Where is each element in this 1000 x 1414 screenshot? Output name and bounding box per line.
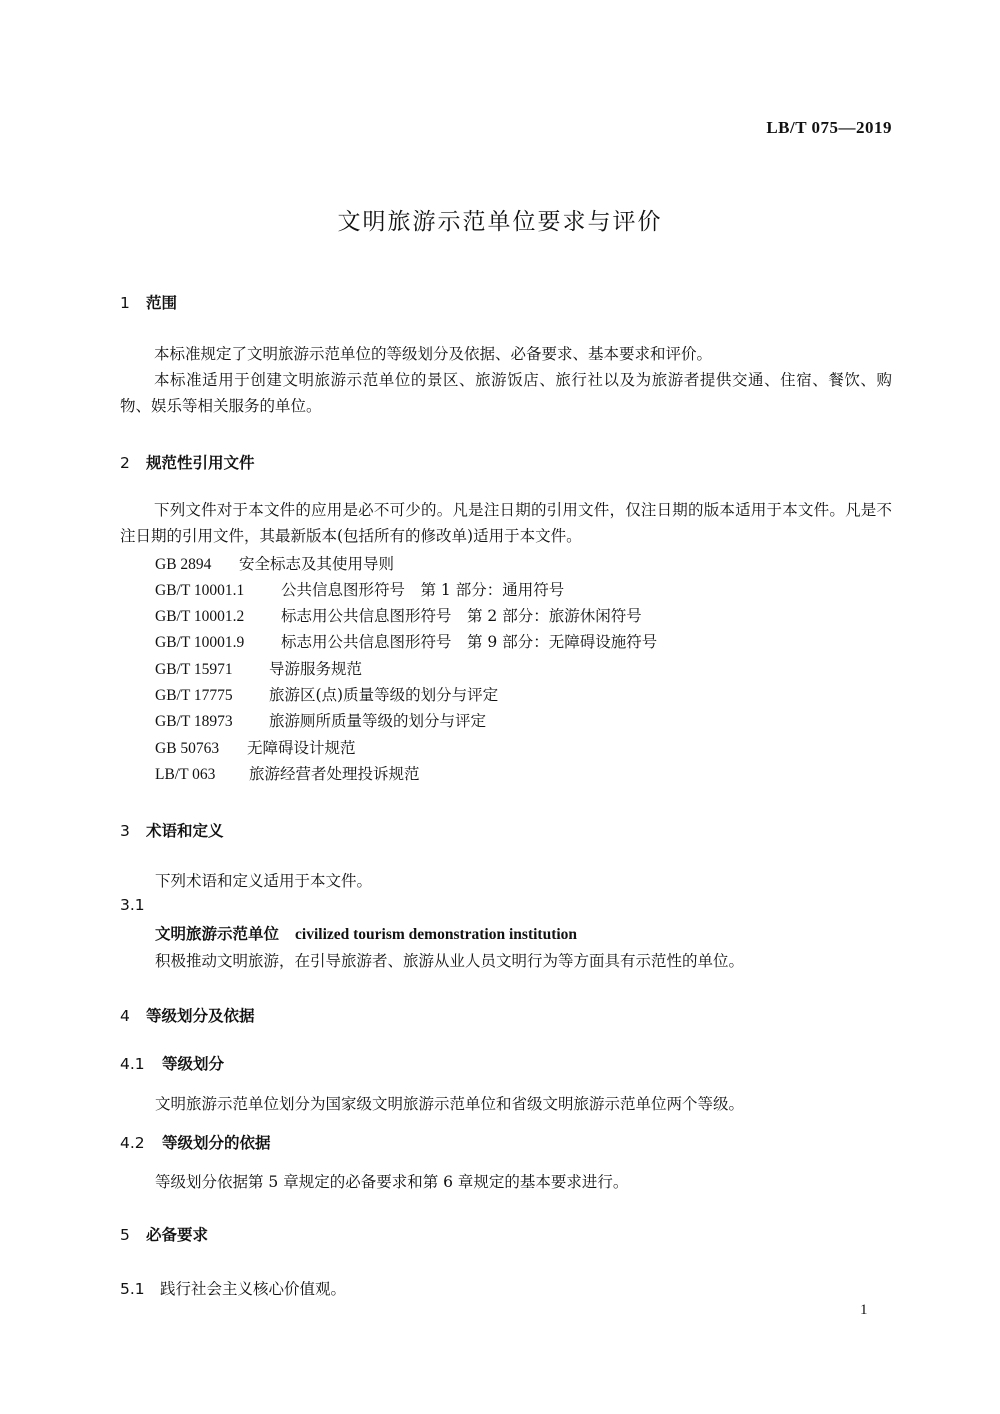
section-number: 3 [120, 822, 130, 840]
reference-title: 标志用公共信息图形符号 第 2 部分：旅游休闲符号 [281, 607, 642, 625]
reference-title: 公共信息图形符号 第 1 部分：通用符号 [281, 581, 565, 599]
section-number: 2 [120, 454, 130, 472]
reference-title: 旅游经营者处理投诉规范 [249, 765, 420, 783]
section-3-intro: 下列术语和定义适用于本文件。 [155, 872, 373, 890]
term-entry [155, 922, 577, 944]
reference-title: 标志用公共信息图形符号 第 9 部分：无障碍设施符号 [281, 633, 658, 651]
clause-text: 践行社会主义核心价值观。 [160, 1280, 347, 1298]
clause-5-1 [120, 1277, 346, 1299]
reference-title: 旅游厕所质量等级的划分与评定 [269, 712, 487, 730]
clause-number: 5.1 [120, 1280, 145, 1298]
reference-code: GB 2894 [155, 556, 212, 573]
term-definition: 积极推动文明旅游，在引导旅游者、旅游从业人员文明行为等方面具有示范性的单位。 [155, 952, 745, 970]
section-1-paragraph-2: 本标准适用于创建文明旅游示范单位的景区、旅游饭店、旅行社以及为旅游者提供交通、住宿、餐饮、购物、娱乐等相关服务的单位。 [120, 371, 892, 415]
reference-code: GB/T 17775 [155, 687, 233, 704]
section-3-heading [120, 819, 224, 841]
standard-code: LB/T 075—2019 [766, 118, 892, 137]
subsection-title: 等级划分的依据 [162, 1134, 271, 1152]
subsection-4-2-heading [120, 1131, 271, 1153]
reference-title: 安全标志及其使用导则 [239, 555, 395, 573]
page-number: 1 [860, 1302, 868, 1318]
subsection-4-2-text: 等级划分依据第 5 章规定的必备要求和第 6 章规定的基本要求进行。 [155, 1173, 629, 1191]
section-2-heading [120, 451, 255, 473]
reference-code: GB/T 18973 [155, 713, 233, 730]
section-title: 必备要求 [146, 1226, 209, 1244]
section-title: 规范性引用文件 [146, 454, 255, 472]
term-chinese: 文明旅游示范单位 [155, 925, 280, 943]
section-1-paragraph-1: 本标准规定了文明旅游示范单位的等级划分及依据、必备要求、基本要求和评价。 [154, 345, 713, 363]
reference-item [155, 683, 498, 705]
section-1-heading [120, 291, 177, 313]
reference-code: GB/T 10001.2 [155, 608, 245, 625]
section-number: 5 [120, 1226, 130, 1244]
subsection-number: 4.2 [120, 1134, 145, 1152]
reference-code: GB/T 10001.9 [155, 634, 245, 651]
section-number: 1 [120, 294, 130, 312]
reference-code: GB/T 15971 [155, 661, 233, 678]
term-number: 3.1 [120, 896, 145, 914]
section-title: 术语和定义 [146, 822, 224, 840]
reference-item [155, 709, 486, 731]
subsection-number: 4.1 [120, 1055, 145, 1073]
section-2-intro: 下列文件对于本文件的应用是必不可少的。凡是注日期的引用文件，仅注日期的版本适用于本文件。凡是不注日期的引用文件，其最新版本(包括所有的修改单)适用于本文件。 [120, 501, 892, 545]
term-english: civilized tourism demonstration institution [295, 926, 578, 943]
reference-item [155, 762, 420, 784]
reference-item [155, 578, 564, 600]
section-title: 等级划分及依据 [146, 1007, 255, 1025]
reference-item [155, 657, 362, 679]
section-5-heading [120, 1223, 208, 1245]
reference-item [155, 604, 642, 626]
subsection-title: 等级划分 [162, 1055, 225, 1073]
reference-title: 无障碍设计规范 [247, 739, 356, 757]
reference-title: 旅游区(点)质量等级的划分与评定 [269, 686, 499, 704]
section-title: 范围 [146, 294, 178, 312]
section-number: 4 [120, 1007, 130, 1025]
reference-item [155, 552, 394, 574]
reference-code: GB 50763 [155, 740, 220, 757]
subsection-4-1-heading [120, 1052, 224, 1074]
reference-code: GB/T 10001.1 [155, 582, 245, 599]
reference-item [155, 630, 657, 652]
section-4-heading [120, 1004, 255, 1026]
reference-item [155, 736, 356, 758]
document-title: 文明旅游示范单位要求与评价 [337, 209, 663, 235]
reference-title: 导游服务规范 [269, 660, 363, 678]
reference-code: LB/T 063 [155, 766, 216, 783]
subsection-4-1-text: 文明旅游示范单位划分为国家级文明旅游示范单位和省级文明旅游示范单位两个等级。 [155, 1095, 745, 1113]
